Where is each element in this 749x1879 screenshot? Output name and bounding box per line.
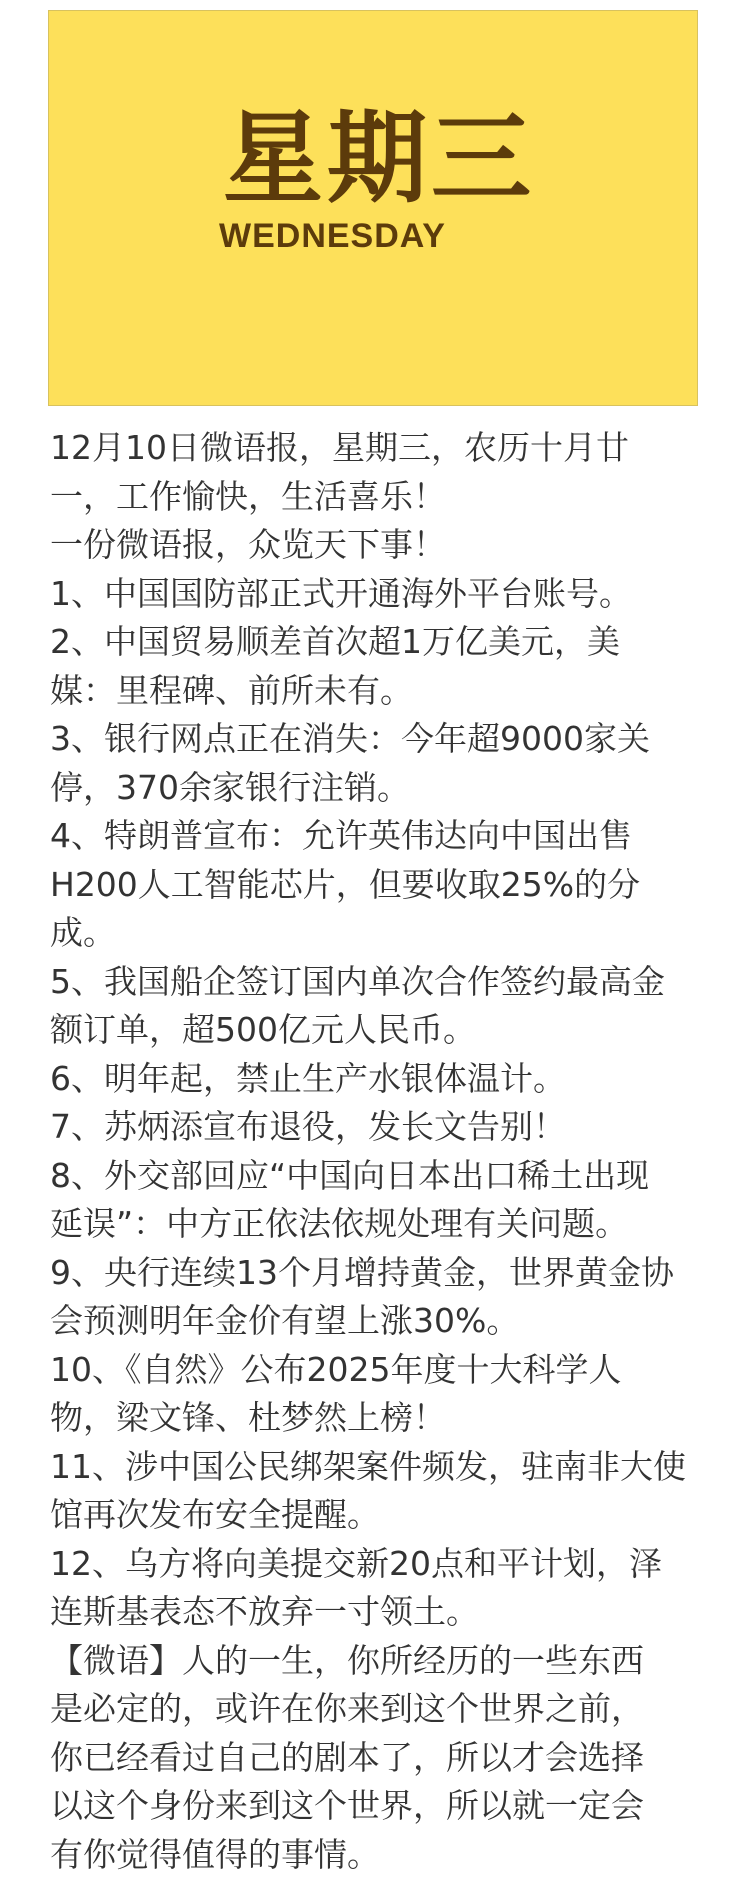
article-line: 7、苏炳添宣布退役，发长文告别！ (50, 1103, 740, 1152)
article-line: 【微语】人的一生，你所经历的一些东西 (50, 1637, 740, 1686)
article-line: 10、《自然》公布2025年度十大科学人 (50, 1346, 740, 1395)
article-line: 有你觉得值得的事情。 (50, 1831, 740, 1879)
article-line: 馆再次发布安全提醒。 (50, 1491, 740, 1540)
article-line: 12、乌方将向美提交新20点和平计划，泽 (50, 1540, 740, 1589)
article-line: 物，梁文锋、杜梦然上榜！ (50, 1394, 740, 1443)
article-line: 会预测明年金价有望上涨30%。 (50, 1297, 740, 1346)
wednesday-banner-image (48, 10, 698, 406)
article-line: 一份微语报，众览天下事！ (50, 521, 740, 570)
article-line: 成。 (50, 909, 740, 958)
article-line: 12月10日微语报，星期三，农历十月廿 (50, 424, 740, 473)
banner-title-en: WEDNESDAY (219, 217, 519, 256)
article-line: 连斯基表态不放弃一寸领土。 (50, 1588, 740, 1637)
article-line: 6、明年起，禁止生产水银体温计。 (50, 1055, 740, 1104)
article-line: 8、外交部回应“中国向日本出口稀土出现 (50, 1152, 740, 1201)
article-line: 以这个身份来到这个世界，所以就一定会 (50, 1782, 740, 1831)
banner-title-cn: 星期三 (209, 99, 549, 219)
article-line: 停，370余家银行注销。 (50, 764, 740, 813)
article-line: 一，工作愉快，生活喜乐！ (50, 473, 740, 522)
article-line: 媒：里程碑、前所未有。 (50, 667, 740, 716)
article-line: 1、中国国防部正式开通海外平台账号。 (50, 570, 740, 619)
article-line: 9、央行连续13个月增持黄金，世界黄金协 (50, 1249, 740, 1298)
article-line: 3、银行网点正在消失：今年超9000家关 (50, 715, 740, 764)
article-line: 额订单，超500亿元人民币。 (50, 1006, 740, 1055)
article-line: 延误”：中方正依法依规处理有关问题。 (50, 1200, 740, 1249)
article-line: 你已经看过自己的剧本了，所以才会选择 (50, 1734, 740, 1783)
article-line: 2、中国贸易顺差首次超1万亿美元，美 (50, 618, 740, 667)
article-line: 11、涉中国公民绑架案件频发，驻南非大使 (50, 1443, 740, 1492)
article-line: H200人工智能芯片，但要收取25%的分 (50, 861, 740, 910)
news-article (50, 424, 740, 1879)
article-line: 4、特朗普宣布：允许英伟达向中国出售 (50, 812, 740, 861)
article-line: 是必定的，或许在你来到这个世界之前， (50, 1685, 740, 1734)
article-line: 5、我国船企签订国内单次合作签约最高金 (50, 958, 740, 1007)
